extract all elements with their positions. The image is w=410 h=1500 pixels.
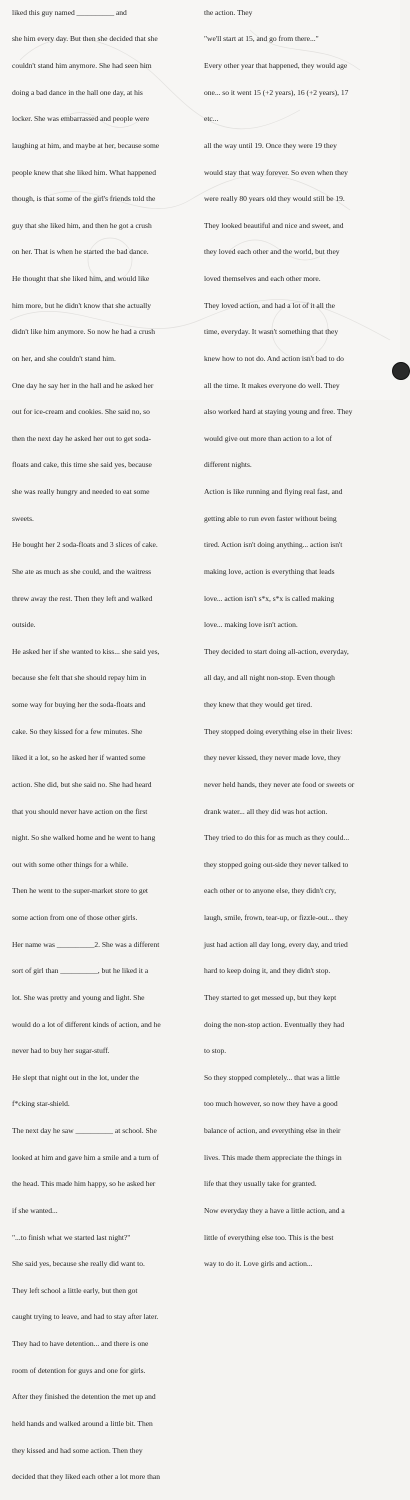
text-line: some action from one of those other girls. [12, 913, 138, 922]
text-line: threw away the rest. Then they left and walked [12, 593, 153, 603]
text-line: because she felt that she should repay him in [12, 673, 147, 683]
text-line: After they finished the detention the met up and [12, 1392, 156, 1402]
text-line: Action is like running and flying real fast, and [204, 487, 343, 496]
text-line: would stay that way forever. So even when they [204, 167, 348, 177]
text-line: guy that she liked him, and then he got a crush [12, 220, 152, 230]
text-line: Every other year that happened, they would age [204, 61, 348, 70]
text-line: They loved action, and had a lot of it all the [204, 300, 335, 310]
text-line: They stopped doing everything else in their lives: [204, 726, 353, 736]
text-line: liked it a lot, so he asked her if wanted some [12, 753, 146, 763]
text-line: They decided to start doing all-action, everyday, [204, 646, 349, 656]
right-text-column [204, 0, 396, 1287]
text-line: doing a bad dance in the hall one day, at his [12, 87, 143, 97]
text-line: love... action isn't s*x, s*x is called making [204, 593, 335, 603]
text-line: the head. This made him happy, so he asked her [12, 1179, 156, 1189]
text-line: love... making love isn't action. [204, 620, 298, 630]
text-line: on her. That is when he started the bad dance. [12, 247, 149, 257]
text-line: locker. She was embarrassed and people were [12, 114, 150, 124]
text-line: each other or to anyone else, they didn't cry, [204, 886, 336, 896]
text-line: cake. So they kissed for a few minutes. She [12, 726, 143, 736]
text-line: laughing at him, and maybe at her, because some [12, 140, 160, 150]
text-line: sort of girl than __________, but he liked it a [12, 966, 149, 976]
text-line: couldn't stand him anymore. She had seen him [12, 61, 152, 70]
text-line: just had action all day long, every day, and tried [204, 939, 348, 949]
text-line: liked this guy named __________ and [12, 7, 127, 17]
text-line: they loved each other and the world, but they [204, 247, 340, 257]
text-line: way to do it. Love girls and action... [204, 1259, 313, 1269]
text-line: One day he say her in the hall and he asked her [12, 380, 154, 390]
text-line: Now everyday they a have a little action, and a [204, 1205, 345, 1215]
text-line: lot. She was pretty and young and light. She [12, 992, 145, 1002]
text-line: making love, action is everything that leads [204, 566, 335, 576]
text-line: He bought her 2 soda-floats and 3 slices of cake. [12, 540, 158, 550]
text-line: though, is that some of the girl's friends told the [12, 194, 156, 204]
left-text-column [12, 0, 195, 1500]
text-line: hard to keep doing it, and they didn't stop. [204, 966, 331, 976]
text-line: to stop. [204, 1046, 227, 1056]
text-line: She ate as much as she could, and the waitress [12, 566, 152, 576]
text-line: then the next day he asked her out to get soda- [12, 433, 152, 443]
text-line: caught trying to leave, and had to stay after later. [12, 1312, 159, 1322]
text-line: didn't like him anymore. So now he had a crush [12, 327, 155, 337]
text-line: lives. This made them appreciate the things in [204, 1152, 342, 1162]
text-line: they never kissed, they never made love, they [204, 753, 341, 763]
punch-hole [392, 362, 410, 380]
text-line: They tried to do this for as much as they could... [204, 833, 350, 843]
text-line: they stopped going out-side they never talked to [204, 859, 349, 869]
text-line: Then he went to the super-market store to get [12, 886, 149, 896]
text-line: people knew that she liked him. What happened [12, 167, 156, 177]
text-line: She said yes, because she really did want to. [12, 1259, 145, 1269]
text-line: decided that they liked each other a lot more than [12, 1472, 160, 1482]
text-line: Her name was __________2. She was a different [12, 939, 160, 949]
text-line: So they stopped completely... that was a little [204, 1072, 340, 1082]
text-line: balance of action, and everything else in their [204, 1126, 341, 1135]
text-line: tired. Action isn't doing anything... action isn't [204, 540, 343, 550]
text-line: little of everything else too. This is the best [204, 1232, 334, 1242]
text-line: etc... [204, 114, 219, 124]
text-line: He thought that she liked him, and would like [12, 274, 150, 283]
text-line: They had to have detention... and there is one [12, 1339, 149, 1348]
text-line: life that they usually take for granted. [204, 1179, 317, 1189]
text-line: also worked hard at staying young and free. They [204, 407, 353, 417]
text-line: the action. They [204, 7, 253, 17]
text-line: looked at him and gave him a smile and a turn of [12, 1152, 159, 1162]
text-line: They started to get messed up, but they kept [204, 992, 337, 1002]
text-line: she him every day. But then she decided that she [12, 34, 158, 44]
text-line: getting able to run even faster without being [204, 513, 337, 523]
text-line: all the time. It makes everyone do well. They [204, 380, 340, 390]
text-line: held hands and walked around a little bit. Then [12, 1418, 153, 1428]
text-line: all day, and all night non-stop. Even though [204, 673, 335, 683]
text-line: she was really hungry and needed to eat some [12, 487, 150, 496]
text-line: out with some other things for a while. [12, 859, 129, 869]
text-line: that you should never have action on the first [12, 806, 148, 816]
text-line: They left school a little early, but then got [12, 1285, 138, 1295]
text-line: loved themselves and each other more. [204, 274, 321, 283]
text-line: room of detention for guys and one for girls. [12, 1365, 146, 1375]
text-line: never held hands, they never ate food or sweets or [204, 779, 355, 789]
text-line: out for ice-cream and cookies. She said no, so [12, 407, 150, 417]
text-line: him more, but he didn't know that she actually [12, 300, 151, 310]
text-line: drank water... all they did was hot action. [204, 806, 328, 816]
text-line: if she wanted... [12, 1205, 58, 1215]
text-line: outside. [12, 620, 36, 630]
text-line: one... so it went 15 (+2 years), 16 (+2 years), 17 [204, 87, 349, 97]
text-line: all the way until 19. Once they were 19 they [204, 140, 337, 150]
text-line: never had to buy her sugar-stuff. [12, 1046, 110, 1056]
text-line: He asked her if she wanted to kiss... she said yes, [12, 646, 160, 656]
text-line: too much however, so now they have a good [204, 1099, 338, 1109]
text-line: time, everyday. It wasn't something that they [204, 327, 339, 337]
text-line: knew how to not do. And action isn't bad to do [204, 353, 344, 363]
text-line: sweets. [12, 513, 34, 523]
text-line: doing the non-stop action. Eventually they had [204, 1019, 345, 1029]
text-line: were really 80 years old they would still be 19. [204, 194, 345, 204]
text-line: night. So she walked home and he went to hang [12, 833, 156, 843]
text-line: They looked beautiful and nice and sweet, and [204, 220, 344, 230]
text-line: would give out more than action to a lot of [204, 433, 333, 443]
text-line: f*cking star-shield. [12, 1099, 70, 1109]
text-line: on her, and she couldn't stand him. [12, 353, 116, 363]
text-line: would do a lot of different kinds of action, and he [12, 1019, 161, 1029]
text-line: laugh, smile, frown, tear-up, or fizzle-out... they [204, 913, 349, 922]
text-line: action. She did, but she said no. She had heard [12, 779, 152, 789]
text-line: they knew that they would get tired. [204, 700, 313, 709]
text-line: "...to finish what we started last night?" [12, 1232, 131, 1242]
text-line: "we'll start at 15, and go from there..." [204, 34, 319, 44]
text-line: He slept that night out in the lot, under the [12, 1072, 139, 1082]
text-line: they kissed and had some action. Then they [12, 1445, 143, 1455]
text-line: The next day he saw __________ at school. She [12, 1126, 157, 1135]
text-line: different nights. [204, 460, 252, 470]
text-line: some way for buying her the soda-floats and [12, 700, 146, 709]
text-line: floats and cake, this time she said yes, because [12, 460, 152, 470]
